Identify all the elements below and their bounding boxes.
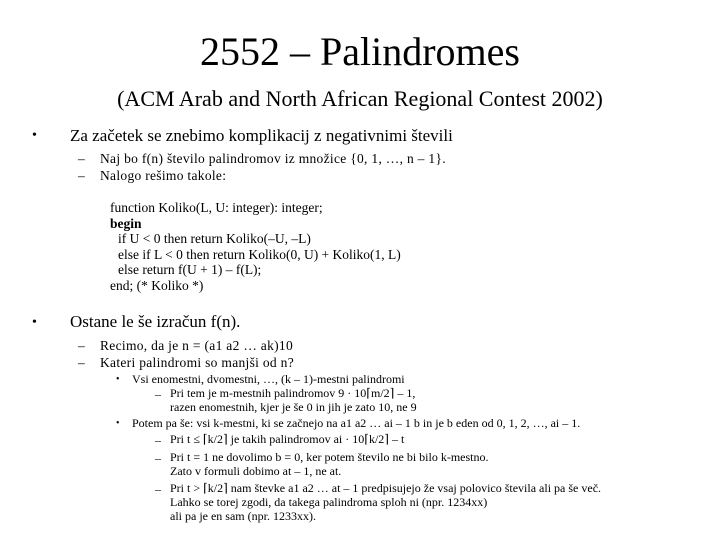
- dash-marker: –: [78, 355, 85, 370]
- dash-marker: –: [78, 168, 85, 183]
- code-line: else if L < 0 then return Koliko(0, U) + Koliko(1, L): [118, 246, 401, 262]
- bullet2-l4d-line3: ali pa je en sam (npr. 1233xx).: [170, 509, 316, 523]
- code-block: [110, 200, 401, 293]
- bullet1-sub2: Nalogo rešimo takole:: [100, 168, 227, 183]
- code-line: begin: [110, 215, 142, 231]
- bullet2-l4d-line1: Pri t > ⌈k/2⌉ nam števke a1 a2 … at – 1 predpisujejo že vsaj polovico števila ali pa še več.: [170, 481, 602, 495]
- dash-marker: –: [155, 482, 161, 496]
- slide-title: 2552 – Palindromes: [200, 29, 520, 74]
- bullet2-text: Ostane le še izračun f(n).: [70, 312, 241, 331]
- dash-marker: –: [155, 433, 161, 447]
- bullet2-l3b: Potem pa še: vsi k-mestni, ki se začnejo na a1 a2 … ai – 1 b in je b eden od 0, 1, 2, …, ai – 1.: [132, 416, 581, 430]
- dash-marker: –: [78, 151, 85, 166]
- bullet2-l4a-line2: razen enomestnih, kjer je še 0 in jih je zato 10, ne 9: [170, 400, 417, 414]
- dash-marker: –: [155, 451, 161, 465]
- bullet2-l4b: Pri t ≤ ⌈k/2⌉ je takih palindromov ai · 10⌈k/2⌉ – t: [170, 432, 405, 446]
- bullet2-l4a-line1: Pri tem je m-mestnih palindromov 9 · 10⌈m/2⌉ – 1,: [170, 386, 416, 400]
- slide-subtitle: (ACM Arab and North African Regional Contest 2002): [117, 86, 603, 111]
- bullet-marker: •: [116, 374, 120, 385]
- dash-marker: –: [155, 387, 161, 401]
- bullet1-sub1: Naj bo f(n) število palindromov iz množice {0, 1, …, n – 1}.: [100, 151, 446, 166]
- bullet2-l4c-line1: Pri t = 1 ne dovolimo b = 0, ker potem število ne bi bilo k-mestno.: [170, 450, 489, 464]
- bullet2-sub2: Kateri palindromi so manjši od n?: [100, 355, 294, 370]
- code-line: else return f(U + 1) – f(L);: [118, 262, 262, 277]
- code-line: end; (* Koliko *): [110, 277, 204, 293]
- bullet-marker: •: [116, 418, 120, 429]
- bullet2-l3a: Vsi enomestni, dvomestni, …, (k – 1)-mestni palindromi: [132, 372, 405, 386]
- code-line: if U < 0 then return Koliko(–U, –L): [118, 231, 311, 246]
- bullet1-text: Za začetek se znebimo komplikacij z negativnimi števili: [70, 126, 453, 145]
- code-line: function Koliko(L, U: integer): integer;: [110, 200, 323, 215]
- bullet-marker: •: [32, 128, 37, 143]
- dash-marker: –: [78, 338, 85, 353]
- bullet2-l4c-line2: Zato v formuli dobimo at – 1, ne at.: [170, 464, 342, 478]
- bullet2-l4d-line2: Lahko se torej zgodi, da takega palindroma sploh ni (npr. 1234xx): [170, 495, 488, 509]
- bullet2-sub1: Recimo, da je n = (a1 a2 … ak)10: [100, 338, 294, 353]
- bullet-marker: •: [32, 315, 37, 330]
